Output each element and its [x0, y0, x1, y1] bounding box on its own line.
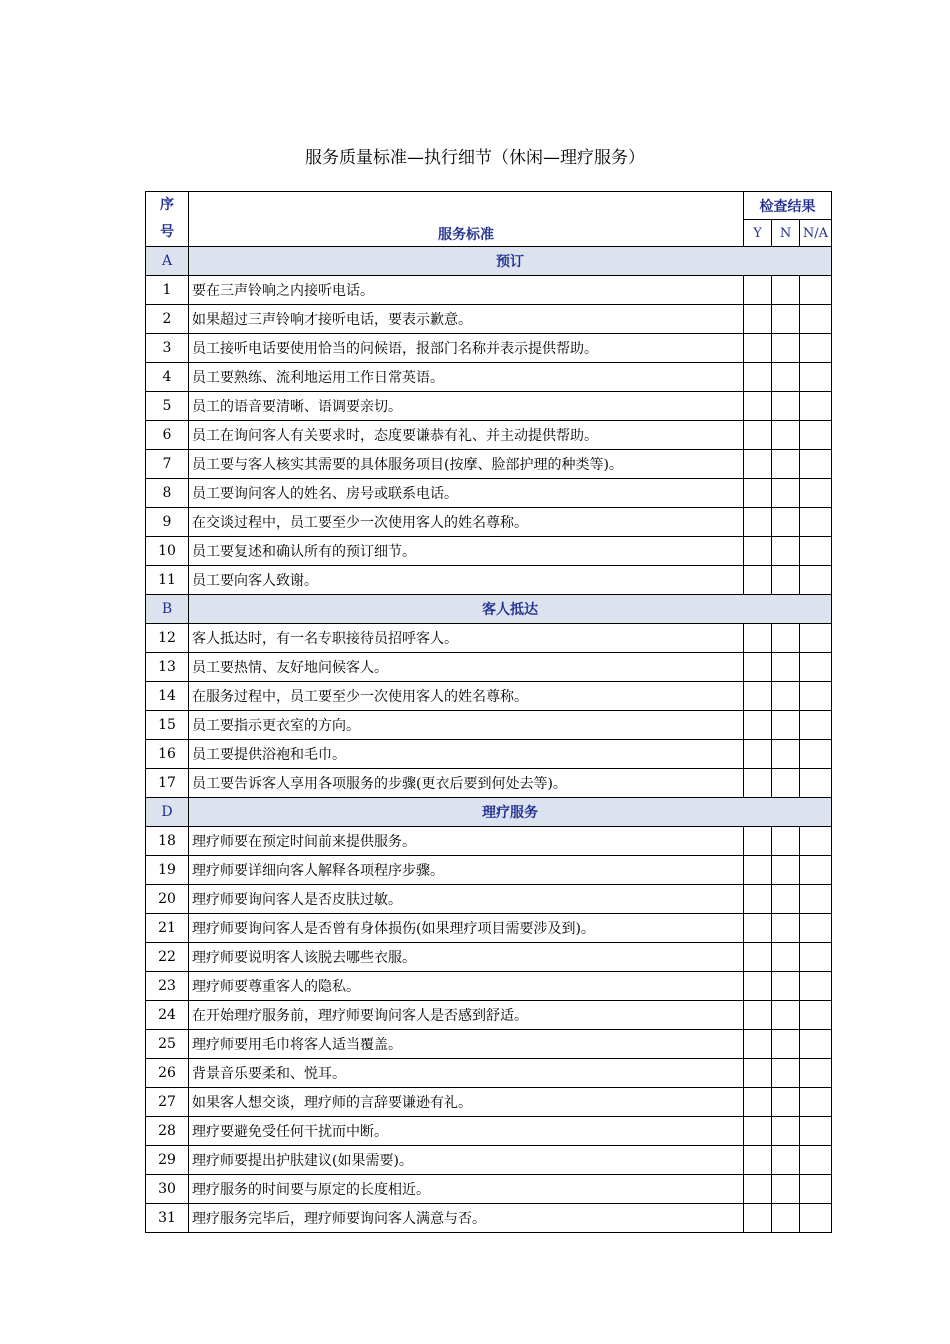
check-cell-na[interactable] — [800, 1175, 832, 1204]
check-cell-y[interactable] — [744, 1146, 772, 1175]
check-cell-n[interactable] — [772, 537, 800, 566]
check-cell-na[interactable] — [800, 537, 832, 566]
check-cell-n[interactable] — [772, 885, 800, 914]
check-cell-na[interactable] — [800, 885, 832, 914]
check-cell-n[interactable] — [772, 1146, 800, 1175]
item-number: 7 — [146, 450, 189, 479]
header-standard: 服务标准 — [189, 192, 744, 247]
item-standard-text: 理疗师要说明客人该脱去哪些衣服。 — [189, 943, 744, 972]
item-number: 22 — [146, 943, 189, 972]
check-cell-y[interactable] — [744, 276, 772, 305]
item-standard-text: 员工在询问客人有关要求时，态度要谦恭有礼、并主动提供帮助。 — [189, 421, 744, 450]
check-cell-n[interactable] — [772, 1030, 800, 1059]
check-cell-na[interactable] — [800, 1059, 832, 1088]
check-cell-y[interactable] — [744, 827, 772, 856]
section-letter: A — [146, 247, 189, 276]
item-number: 6 — [146, 421, 189, 450]
check-cell-n[interactable] — [772, 914, 800, 943]
header-seq-line2: 号 — [160, 224, 174, 240]
check-cell-n[interactable] — [772, 827, 800, 856]
check-cell-na[interactable] — [800, 711, 832, 740]
item-number: 14 — [146, 682, 189, 711]
header-check-result: 检查结果 — [744, 192, 832, 220]
check-cell-y[interactable] — [744, 1030, 772, 1059]
check-cell-n[interactable] — [772, 1001, 800, 1030]
item-number: 12 — [146, 624, 189, 653]
table-row — [146, 1175, 832, 1204]
check-cell-na[interactable] — [800, 1117, 832, 1146]
check-cell-n[interactable] — [772, 1059, 800, 1088]
table-row — [146, 1001, 832, 1030]
table-row — [146, 856, 832, 885]
item-number: 31 — [146, 1204, 189, 1233]
check-cell-n[interactable] — [772, 1204, 800, 1233]
check-cell-na[interactable] — [800, 334, 832, 363]
item-number: 15 — [146, 711, 189, 740]
check-cell-y[interactable] — [744, 566, 772, 595]
check-cell-na[interactable] — [800, 1088, 832, 1117]
table-row — [146, 972, 832, 1001]
item-standard-text: 客人抵达时，有一名专职接待员招呼客人。 — [189, 624, 744, 653]
item-standard-text: 员工的语音要清晰、语调要亲切。 — [189, 392, 744, 421]
item-number: 27 — [146, 1088, 189, 1117]
table-row — [146, 740, 832, 769]
section-letter: B — [146, 595, 189, 624]
page-title: 服务质量标准—执行细节（休闲—理疗服务） — [305, 148, 645, 168]
table-row — [146, 1059, 832, 1088]
check-cell-na[interactable] — [800, 421, 832, 450]
item-standard-text: 要在三声铃响之内接听电话。 — [189, 276, 744, 305]
check-cell-n[interactable] — [772, 276, 800, 305]
item-number: 10 — [146, 537, 189, 566]
check-cell-y[interactable] — [744, 682, 772, 711]
item-standard-text: 理疗服务的时间要与原定的长度相近。 — [189, 1175, 744, 1204]
table-row — [146, 566, 832, 595]
check-cell-na[interactable] — [800, 769, 832, 798]
check-cell-na[interactable] — [800, 914, 832, 943]
item-standard-text: 理疗师要用毛巾将客人适当覆盖。 — [189, 1030, 744, 1059]
check-cell-y[interactable] — [744, 624, 772, 653]
check-cell-y[interactable] — [744, 769, 772, 798]
check-cell-n[interactable] — [772, 682, 800, 711]
section-letter: D — [146, 798, 189, 827]
check-cell-y[interactable] — [744, 1059, 772, 1088]
check-cell-na[interactable] — [800, 363, 832, 392]
item-standard-text: 在交谈过程中，员工要至少一次使用客人的姓名尊称。 — [189, 508, 744, 537]
check-cell-na[interactable] — [800, 392, 832, 421]
item-standard-text: 理疗要避免受任何干扰而中断。 — [189, 1117, 744, 1146]
item-number: 28 — [146, 1117, 189, 1146]
check-cell-n[interactable] — [772, 740, 800, 769]
check-cell-y[interactable] — [744, 740, 772, 769]
item-number: 30 — [146, 1175, 189, 1204]
check-cell-na[interactable] — [800, 972, 832, 1001]
header-seq-line1: 序 — [160, 197, 174, 213]
check-cell-n[interactable] — [772, 1175, 800, 1204]
check-cell-n[interactable] — [772, 972, 800, 1001]
table-body — [146, 247, 832, 1233]
check-cell-na[interactable] — [800, 450, 832, 479]
table-row — [146, 653, 832, 682]
table-row — [146, 450, 832, 479]
table-row — [146, 914, 832, 943]
check-cell-na[interactable] — [800, 740, 832, 769]
table-row — [146, 711, 832, 740]
check-cell-na[interactable] — [800, 305, 832, 334]
table-row — [146, 1146, 832, 1175]
item-number: 21 — [146, 914, 189, 943]
item-standard-text: 理疗服务完毕后，理疗师要询问客人满意与否。 — [189, 1204, 744, 1233]
table-row — [146, 334, 832, 363]
check-cell-na[interactable] — [800, 566, 832, 595]
check-cell-y[interactable] — [744, 479, 772, 508]
check-cell-na[interactable] — [800, 653, 832, 682]
check-cell-n[interactable] — [772, 334, 800, 363]
item-number: 23 — [146, 972, 189, 1001]
table-row — [146, 1204, 832, 1233]
check-cell-n[interactable] — [772, 479, 800, 508]
item-standard-text: 背景音乐要柔和、悦耳。 — [189, 1059, 744, 1088]
item-number: 2 — [146, 305, 189, 334]
check-cell-n[interactable] — [772, 653, 800, 682]
item-number: 19 — [146, 856, 189, 885]
check-cell-n[interactable] — [772, 624, 800, 653]
check-cell-n[interactable] — [772, 1088, 800, 1117]
item-number: 26 — [146, 1059, 189, 1088]
item-standard-text: 员工要告诉客人享用各项服务的步骤(更衣后要到何处去等)。 — [189, 769, 744, 798]
check-cell-n[interactable] — [772, 305, 800, 334]
item-standard-text: 如果客人想交谈，理疗师的言辞要谦逊有礼。 — [189, 1088, 744, 1117]
check-cell-y[interactable] — [744, 421, 772, 450]
check-cell-y[interactable] — [744, 305, 772, 334]
item-number: 24 — [146, 1001, 189, 1030]
item-number: 4 — [146, 363, 189, 392]
item-standard-text: 理疗师要尊重客人的隐私。 — [189, 972, 744, 1001]
item-number: 5 — [146, 392, 189, 421]
check-cell-n[interactable] — [772, 566, 800, 595]
header-na: N/A — [800, 220, 832, 247]
table-row — [146, 624, 832, 653]
table-row — [146, 305, 832, 334]
check-cell-na[interactable] — [800, 479, 832, 508]
item-standard-text: 员工要与客人核实其需要的具体服务项目(按摩、脸部护理的种类等)。 — [189, 450, 744, 479]
check-cell-na[interactable] — [800, 682, 832, 711]
section-row — [146, 798, 832, 827]
check-cell-na[interactable] — [800, 1001, 832, 1030]
item-standard-text: 理疗师要详细向客人解释各项程序步骤。 — [189, 856, 744, 885]
check-cell-n[interactable] — [772, 711, 800, 740]
check-cell-y[interactable] — [744, 943, 772, 972]
item-number: 9 — [146, 508, 189, 537]
check-cell-na[interactable] — [800, 856, 832, 885]
item-number: 11 — [146, 566, 189, 595]
check-cell-y[interactable] — [744, 1175, 772, 1204]
check-cell-n[interactable] — [772, 392, 800, 421]
check-cell-y[interactable] — [744, 508, 772, 537]
check-cell-n[interactable] — [772, 508, 800, 537]
check-cell-y[interactable] — [744, 1117, 772, 1146]
item-standard-text: 理疗师要在预定时间前来提供服务。 — [189, 827, 744, 856]
table-row — [146, 1030, 832, 1059]
item-number: 8 — [146, 479, 189, 508]
check-cell-na[interactable] — [800, 827, 832, 856]
item-standard-text: 如果超过三声铃响才接听电话，要表示歉意。 — [189, 305, 744, 334]
item-standard-text: 在开始理疗服务前，理疗师要询问客人是否感到舒适。 — [189, 1001, 744, 1030]
table-row — [146, 682, 832, 711]
table-row — [146, 827, 832, 856]
table-row — [146, 508, 832, 537]
check-cell-y[interactable] — [744, 334, 772, 363]
item-standard-text: 员工要提供浴袍和毛巾。 — [189, 740, 744, 769]
check-cell-n[interactable] — [772, 856, 800, 885]
section-title: 客人抵达 — [189, 595, 832, 624]
item-standard-text: 员工要指示更衣室的方向。 — [189, 711, 744, 740]
check-cell-y[interactable] — [744, 1001, 772, 1030]
item-standard-text: 员工接听电话要使用恰当的问候语，报部门名称并表示提供帮助。 — [189, 334, 744, 363]
table-row — [146, 769, 832, 798]
check-cell-na[interactable] — [800, 1204, 832, 1233]
item-number: 13 — [146, 653, 189, 682]
item-number: 20 — [146, 885, 189, 914]
item-number: 25 — [146, 1030, 189, 1059]
section-row — [146, 595, 832, 624]
check-cell-na[interactable] — [800, 1146, 832, 1175]
check-cell-y[interactable] — [744, 914, 772, 943]
check-cell-n[interactable] — [772, 1117, 800, 1146]
check-cell-n[interactable] — [772, 769, 800, 798]
item-number: 3 — [146, 334, 189, 363]
item-standard-text: 在服务过程中，员工要至少一次使用客人的姓名尊称。 — [189, 682, 744, 711]
check-cell-y[interactable] — [744, 711, 772, 740]
item-number: 1 — [146, 276, 189, 305]
table-row — [146, 537, 832, 566]
item-number: 16 — [146, 740, 189, 769]
item-standard-text: 理疗师要询问客人是否皮肤过敏。 — [189, 885, 744, 914]
item-number: 17 — [146, 769, 189, 798]
check-cell-n[interactable] — [772, 363, 800, 392]
header-y: Y — [744, 220, 772, 247]
table-row — [146, 1117, 832, 1146]
table-row — [146, 363, 832, 392]
check-cell-na[interactable] — [800, 1030, 832, 1059]
section-row — [146, 247, 832, 276]
check-cell-y[interactable] — [744, 363, 772, 392]
item-standard-text: 员工要询问客人的姓名、房号或联系电话。 — [189, 479, 744, 508]
section-title: 理疗服务 — [189, 798, 832, 827]
table-row — [146, 392, 832, 421]
item-standard-text: 理疗师要提出护肤建议(如果需要)。 — [189, 1146, 744, 1175]
section-title: 预订 — [189, 247, 832, 276]
header-n: N — [772, 220, 800, 247]
check-cell-n[interactable] — [772, 421, 800, 450]
item-standard-text: 员工要热情、友好地问候客人。 — [189, 653, 744, 682]
item-number: 18 — [146, 827, 189, 856]
table-row — [146, 479, 832, 508]
check-cell-y[interactable] — [744, 392, 772, 421]
check-cell-na[interactable] — [800, 943, 832, 972]
check-cell-y[interactable] — [744, 885, 772, 914]
check-cell-y[interactable] — [744, 972, 772, 1001]
table-row — [146, 276, 832, 305]
check-cell-y[interactable] — [744, 450, 772, 479]
item-standard-text: 理疗师要询问客人是否曾有身体损伤(如果理疗项目需要涉及到)。 — [189, 914, 744, 943]
check-cell-y[interactable] — [744, 856, 772, 885]
header-seq — [146, 192, 189, 247]
table-row — [146, 421, 832, 450]
item-standard-text: 员工要熟练、流利地运用工作日常英语。 — [189, 363, 744, 392]
table-row — [146, 885, 832, 914]
table-row — [146, 943, 832, 972]
table-row — [146, 1088, 832, 1117]
item-number: 29 — [146, 1146, 189, 1175]
check-cell-n[interactable] — [772, 943, 800, 972]
check-cell-na[interactable] — [800, 624, 832, 653]
item-standard-text: 员工要向客人致谢。 — [189, 566, 744, 595]
check-cell-y[interactable] — [744, 537, 772, 566]
check-cell-y[interactable] — [744, 1088, 772, 1117]
check-cell-y[interactable] — [744, 1204, 772, 1233]
checklist-table — [145, 191, 832, 1233]
check-cell-n[interactable] — [772, 450, 800, 479]
check-cell-na[interactable] — [800, 508, 832, 537]
item-standard-text: 员工要复述和确认所有的预订细节。 — [189, 537, 744, 566]
check-cell-y[interactable] — [744, 653, 772, 682]
check-cell-na[interactable] — [800, 276, 832, 305]
